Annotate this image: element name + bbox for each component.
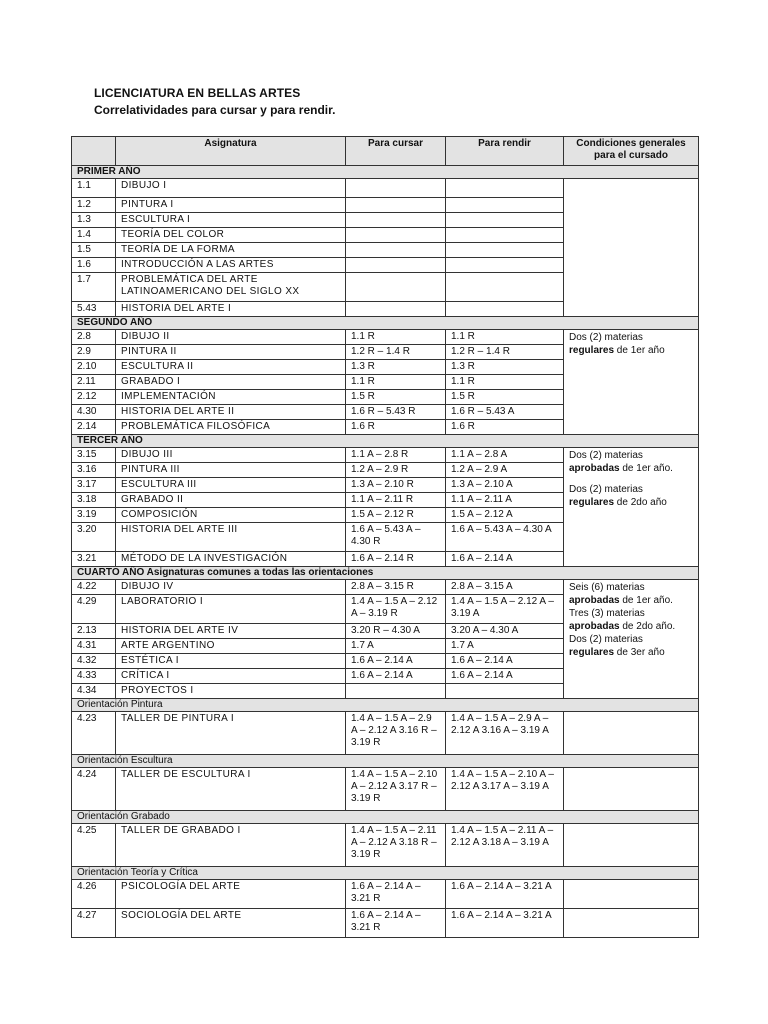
para-rendir-cell (446, 243, 564, 258)
subject-name: GRABADO I (116, 375, 346, 390)
para-rendir-cell: 1.3 A – 2.10 A (446, 478, 564, 493)
para-cursar-cell: 1.2 R – 1.4 R (346, 345, 446, 360)
para-rendir-cell (446, 258, 564, 273)
subject-code: 2.12 (72, 390, 116, 405)
para-cursar-cell (346, 302, 446, 317)
para-rendir-cell (446, 684, 564, 699)
subject-name: HISTORIA DEL ARTE IV (116, 624, 346, 639)
table-row (72, 330, 699, 345)
para-cursar-cell (346, 213, 446, 228)
subject-code: 2.8 (72, 330, 116, 345)
section-cuarto-ano-label: CUARTO AÑO Asignaturas comunes a todas las orientaciones (72, 567, 699, 580)
para-rendir-cell: 1.4 A – 1.5 A – 2.10 A – 2.12 A 3.17 A – 3.19 A (446, 768, 564, 811)
para-cursar-cell (346, 258, 446, 273)
table-row (72, 880, 699, 909)
condition-status: regulares (569, 497, 615, 508)
condition-line (569, 581, 693, 594)
section-tercer-ano (72, 435, 699, 448)
subject-code: 4.25 (72, 824, 116, 867)
subject-code: 2.13 (72, 624, 116, 639)
subject-code: 4.32 (72, 654, 116, 669)
condition-count: Dos (2) materias (569, 450, 643, 461)
condition-line (569, 331, 693, 344)
subject-name: DIBUJO II (116, 330, 346, 345)
condition-count: Seis (6) materias (569, 582, 645, 593)
document-subtitle: Correlatividades para cursar y para rendir. (94, 103, 336, 117)
para-cursar-cell (346, 684, 446, 699)
para-rendir-cell: 1.1 A – 2.8 A (446, 448, 564, 463)
para-rendir-cell: 1.4 A – 1.5 A – 2.9 A – 2.12 A 3.16 A – 3.19 A (446, 712, 564, 755)
subject-name: TALLER DE GRABADO I (116, 824, 346, 867)
para-rendir-cell: 1.7 A (446, 639, 564, 654)
section-tercer-ano-label: TERCER AÑO (72, 435, 699, 448)
orientacion-pintura (72, 699, 699, 712)
subject-name: SOCIOLOGÍA DEL ARTE (116, 909, 346, 938)
table-header-row (72, 137, 699, 166)
condition-status: aprobadas (569, 621, 620, 632)
subject-code: 4.34 (72, 684, 116, 699)
para-rendir-cell: 1.3 R (446, 360, 564, 375)
condition-year: de 3er año (614, 647, 665, 658)
condition-status: aprobadas (569, 463, 620, 474)
para-cursar-cell: 1.6 A – 2.14 R (346, 552, 446, 567)
subject-code: 3.15 (72, 448, 116, 463)
subject-name: PROYECTOS I (116, 684, 346, 699)
condition-status: regulares (569, 345, 615, 356)
para-rendir-cell (446, 179, 564, 198)
orientacion-grabado (72, 811, 699, 824)
para-rendir-cell (446, 273, 564, 302)
subject-name: MÉTODO DE LA INVESTIGACIÓN (116, 552, 346, 567)
subject-name: HISTORIA DEL ARTE I (116, 302, 346, 317)
section-primer-ano-label: PRIMER AÑO (72, 166, 699, 179)
subject-code: 5.43 (72, 302, 116, 317)
subject-code: 3.18 (72, 493, 116, 508)
subject-name: DIBUJO III (116, 448, 346, 463)
orientacion-grabado-label: Orientación Grabado (72, 811, 699, 824)
section-segundo-ano-label: SEGUNDO AÑO (72, 317, 699, 330)
subject-code: 4.23 (72, 712, 116, 755)
para-rendir-cell: 1.6 R – 5.43 A (446, 405, 564, 420)
condition-year: de 1er año. (619, 463, 673, 474)
para-cursar-cell (346, 273, 446, 302)
condition-year: de 1er año. (619, 595, 673, 606)
subject-name: GRABADO II (116, 493, 346, 508)
para-rendir-cell (446, 213, 564, 228)
para-rendir-cell: 2.8 A – 3.15 A (446, 580, 564, 595)
para-cursar-cell: 1.6 A – 2.14 A (346, 654, 446, 669)
document-title: LICENCIATURA EN BELLAS ARTES (94, 86, 301, 100)
condition-line (569, 449, 693, 462)
header-para-cursar: Para cursar (346, 137, 446, 166)
subject-code: 4.22 (72, 580, 116, 595)
subject-name: ARTE ARGENTINO (116, 639, 346, 654)
para-cursar-cell: 1.6 A – 5.43 A – 4.30 R (346, 523, 446, 552)
subject-code: 3.16 (72, 463, 116, 478)
para-rendir-cell: 1.5 R (446, 390, 564, 405)
subject-name: PROBLEMÁTICA DEL ARTE LATINOAMERICANO DEL SIGLO XX (116, 273, 346, 302)
conditions-empty (564, 824, 699, 867)
condition-year: de 1er año (614, 345, 665, 356)
para-rendir-cell (446, 198, 564, 213)
para-rendir-cell: 1.6 A – 2.14 A (446, 654, 564, 669)
para-cursar-cell: 1.4 A – 1.5 A – 2.10 A – 2.12 A 3.17 R – 3.19 R (346, 768, 446, 811)
correlatividades-table (71, 136, 699, 938)
para-rendir-cell: 3.20 A – 4.30 A (446, 624, 564, 639)
para-cursar-cell: 1.6 A – 2.14 A – 3.21 R (346, 909, 446, 938)
table-row (72, 824, 699, 867)
section-primer-ano (72, 166, 699, 179)
para-rendir-cell: 1.6 A – 2.14 A – 3.21 A (446, 880, 564, 909)
conditions-empty (564, 712, 699, 755)
para-rendir-cell: 1.1 R (446, 330, 564, 345)
para-cursar-cell: 1.3 R (346, 360, 446, 375)
subject-code: 2.11 (72, 375, 116, 390)
subject-code: 1.5 (72, 243, 116, 258)
conditions-empty (564, 909, 699, 938)
para-cursar-cell: 1.1 A – 2.11 R (346, 493, 446, 508)
para-rendir-cell: 1.4 A – 1.5 A – 2.12 A – 3.19 A (446, 595, 564, 624)
condition-line (569, 483, 693, 496)
para-rendir-cell: 1.1 R (446, 375, 564, 390)
condition-status: aprobadas (569, 595, 620, 606)
subject-name: TEORÍA DEL COLOR (116, 228, 346, 243)
para-cursar-cell: 1.6 R (346, 420, 446, 435)
para-cursar-cell (346, 243, 446, 258)
subject-name: ESCULTURA I (116, 213, 346, 228)
subject-name: LABORATORIO I (116, 595, 346, 624)
subject-code: 1.3 (72, 213, 116, 228)
subject-name: PINTURA I (116, 198, 346, 213)
para-cursar-cell: 1.4 A – 1.5 A – 2.11 A – 2.12 A 3.18 R – 3.19 R (346, 824, 446, 867)
condition-detail (569, 496, 693, 509)
para-rendir-cell: 1.1 A – 2.11 A (446, 493, 564, 508)
subject-code: 4.26 (72, 880, 116, 909)
subject-name: DIBUJO I (116, 179, 346, 198)
subject-code: 4.27 (72, 909, 116, 938)
condition-line (569, 607, 693, 620)
conditions-y4 (564, 580, 699, 699)
subject-name: PSICOLOGÍA DEL ARTE (116, 880, 346, 909)
para-cursar-cell: 1.5 R (346, 390, 446, 405)
para-cursar-cell: 1.1 A – 2.8 R (346, 448, 446, 463)
conditions-empty (564, 880, 699, 909)
condition-status: regulares (569, 647, 615, 658)
para-cursar-cell: 1.2 A – 2.9 R (346, 463, 446, 478)
condition-count: Dos (2) materias (569, 634, 643, 645)
para-rendir-cell (446, 228, 564, 243)
subject-code: 2.10 (72, 360, 116, 375)
condition-detail (569, 620, 693, 633)
orientacion-escultura-label: Orientación Escultura (72, 755, 699, 768)
para-cursar-cell: 1.1 R (346, 330, 446, 345)
subject-code: 4.31 (72, 639, 116, 654)
para-rendir-cell: 1.6 A – 5.43 A – 4.30 A (446, 523, 564, 552)
subject-name: TALLER DE ESCULTURA I (116, 768, 346, 811)
para-rendir-cell: 1.6 A – 2.14 A (446, 552, 564, 567)
para-cursar-cell: 1.1 R (346, 375, 446, 390)
subject-name: PROBLEMÁTICA FILOSÓFICA (116, 420, 346, 435)
subject-name: IMPLEMENTACIÓN (116, 390, 346, 405)
para-cursar-cell (346, 198, 446, 213)
subject-code: 1.2 (72, 198, 116, 213)
subject-code: 3.19 (72, 508, 116, 523)
header-para-rendir: Para rendir (446, 137, 564, 166)
subject-name: INTRODUCCIÓN A LAS ARTES (116, 258, 346, 273)
table-row (72, 768, 699, 811)
subject-name: HISTORIA DEL ARTE II (116, 405, 346, 420)
subject-code: 2.14 (72, 420, 116, 435)
conditions-y3 (564, 448, 699, 567)
conditions-empty (564, 768, 699, 811)
spacer (569, 475, 693, 483)
para-cursar-cell: 1.4 A – 1.5 A – 2.12 A – 3.19 R (346, 595, 446, 624)
para-rendir-cell: 1.2 A – 2.9 A (446, 463, 564, 478)
orientacion-escultura (72, 755, 699, 768)
para-rendir-cell: 1.6 A – 2.14 A (446, 669, 564, 684)
table-row (72, 712, 699, 755)
subject-name: ESCULTURA II (116, 360, 346, 375)
subject-name: HISTORIA DEL ARTE III (116, 523, 346, 552)
para-cursar-cell: 1.6 R – 5.43 R (346, 405, 446, 420)
para-cursar-cell: 1.6 A – 2.14 A – 3.21 R (346, 880, 446, 909)
subject-code: 1.6 (72, 258, 116, 273)
subject-code: 1.4 (72, 228, 116, 243)
subject-name: PINTURA III (116, 463, 346, 478)
section-cuarto-ano (72, 567, 699, 580)
para-cursar-cell: 1.3 A – 2.10 R (346, 478, 446, 493)
condition-line (569, 633, 693, 646)
para-rendir-cell: 1.2 R – 1.4 R (446, 345, 564, 360)
conditions-y1 (564, 179, 699, 317)
subject-code: 3.17 (72, 478, 116, 493)
para-rendir-cell (446, 302, 564, 317)
subject-name: PINTURA II (116, 345, 346, 360)
table-row (72, 580, 699, 595)
para-rendir-cell: 1.6 R (446, 420, 564, 435)
para-rendir-cell: 1.4 A – 1.5 A – 2.11 A – 2.12 A 3.18 A – 3.19 A (446, 824, 564, 867)
para-cursar-cell: 1.6 A – 2.14 A (346, 669, 446, 684)
subject-code: 4.24 (72, 768, 116, 811)
subject-name: ESTÉTICA I (116, 654, 346, 669)
conditions-y2 (564, 330, 699, 435)
condition-count: Dos (2) materias (569, 332, 643, 343)
subject-code: 4.30 (72, 405, 116, 420)
condition-detail (569, 344, 693, 357)
para-cursar-cell (346, 228, 446, 243)
condition-count: Tres (3) materias (569, 608, 645, 619)
condition-detail (569, 646, 693, 659)
subject-name: TEORÍA DE LA FORMA (116, 243, 346, 258)
subject-code: 3.20 (72, 523, 116, 552)
subject-name: TALLER DE PINTURA I (116, 712, 346, 755)
orientacion-teoria-critica (72, 867, 699, 880)
condition-count: Dos (2) materias (569, 484, 643, 495)
header-code (72, 137, 116, 166)
subject-name: COMPOSICIÓN (116, 508, 346, 523)
table-row (72, 448, 699, 463)
subject-code: 4.29 (72, 595, 116, 624)
condition-year: de 2do año. (619, 621, 676, 632)
table-row (72, 909, 699, 938)
condition-detail (569, 594, 693, 607)
para-rendir-cell: 1.5 A – 2.12 A (446, 508, 564, 523)
para-cursar-cell: 1.4 A – 1.5 A – 2.9 A – 2.12 A 3.16 R – 3.19 R (346, 712, 446, 755)
subject-name: CRÍTICA I (116, 669, 346, 684)
header-condiciones: Condiciones generales para el cursado (564, 137, 699, 166)
subject-name: DIBUJO IV (116, 580, 346, 595)
subject-code: 1.1 (72, 179, 116, 198)
condition-detail (569, 462, 693, 475)
table-row (72, 179, 699, 198)
subject-code: 2.9 (72, 345, 116, 360)
section-segundo-ano (72, 317, 699, 330)
orientacion-pintura-label: Orientación Pintura (72, 699, 699, 712)
subject-name: ESCULTURA III (116, 478, 346, 493)
para-cursar-cell: 2.8 A – 3.15 R (346, 580, 446, 595)
header-asignatura: Asignatura (116, 137, 346, 166)
para-cursar-cell: 3.20 R – 4.30 A (346, 624, 446, 639)
para-rendir-cell: 1.6 A – 2.14 A – 3.21 A (446, 909, 564, 938)
subject-code: 1.7 (72, 273, 116, 302)
orientacion-teoria-critica-label: Orientación Teoría y Crítica (72, 867, 699, 880)
para-cursar-cell: 1.7 A (346, 639, 446, 654)
para-cursar-cell: 1.5 A – 2.12 R (346, 508, 446, 523)
condition-year: de 2do año (614, 497, 667, 508)
para-cursar-cell (346, 179, 446, 198)
subject-code: 4.33 (72, 669, 116, 684)
subject-code: 3.21 (72, 552, 116, 567)
